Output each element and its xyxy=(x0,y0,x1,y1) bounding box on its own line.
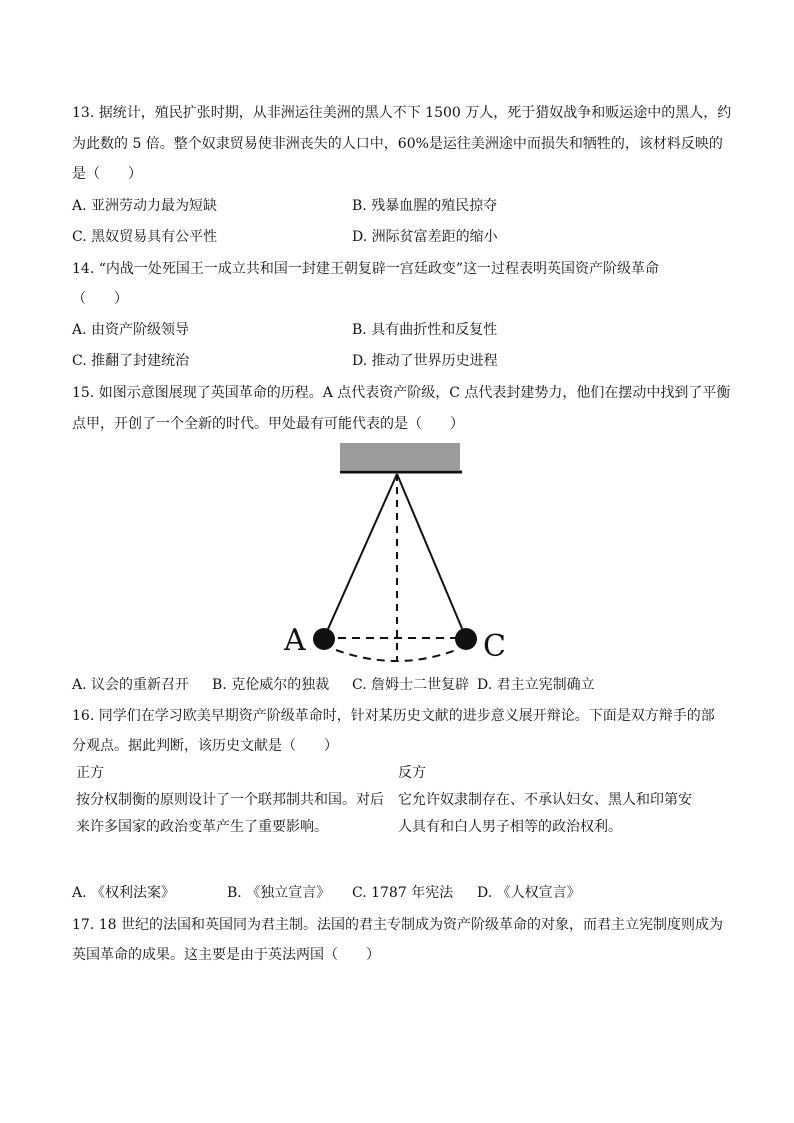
q15-option-a: A. 议会的重新召开 xyxy=(72,677,190,693)
con-argument-line2: 人具有和白人男子相等的政治权利。 xyxy=(398,819,622,835)
con-argument-line1: 它允许奴隶制存在、不承认妇女、黑人和印第安 xyxy=(398,792,692,808)
pendulum-ceiling xyxy=(340,443,460,470)
q16-option-c: C. 1787 年宪法 xyxy=(352,885,454,901)
q13-stem-line3: 是（ ） xyxy=(72,166,142,182)
bob-c xyxy=(455,628,477,650)
q14-stem-line1: 14. “内战一处死国王一成立共和国一封建王朝复辟一宫廷政变”这一过程表明英国资产阶级革命 xyxy=(72,261,660,277)
q13-option-d: D. 洲际贫富差距的缩小 xyxy=(352,229,498,245)
q15-option-d: D. 君主立宪制确立 xyxy=(477,677,595,693)
q15-option-b: B. 克伦威尔的独裁 xyxy=(212,677,330,693)
q13-stem-line2: 为此数的 5 倍。整个奴隶贸易使非洲丧失的人口中，60%是运往美洲途中而损失和牺牲的，该材料反映的 xyxy=(72,136,723,152)
q17-stem-line1: 17. 18 世纪的法国和英国同为君主制。法国的君主专制成为资产阶级革命的对象，而君主立宪制度则成为 xyxy=(72,917,723,933)
label-a: A xyxy=(284,623,306,658)
q17-stem-line2: 英国革命的成果。这主要是由于英法两国（ ） xyxy=(72,947,380,963)
q14-stem-line2: （ ） xyxy=(72,291,128,307)
q13-option-a: A. 亚洲劳动力最为短缺 xyxy=(72,198,218,214)
pendulum-diagram xyxy=(280,440,520,670)
q14-option-d: D. 推动了世界历史进程 xyxy=(352,353,498,369)
q16-stem-line2: 分观点。据此判断，该历史文献是（ ） xyxy=(72,738,338,754)
q14-option-a: A. 由资产阶级领导 xyxy=(72,322,190,338)
q16-option-d: D. 《人权宣言》 xyxy=(477,885,581,901)
con-side-title: 反方 xyxy=(398,765,426,781)
q14-option-b: B. 具有曲折性和反复性 xyxy=(352,322,498,338)
q15-option-c: C. 詹姆士二世复辟 xyxy=(352,677,470,693)
pro-argument-line1: 按分权制衡的原则设计了一个联邦制共和国。对后 xyxy=(76,792,384,808)
q13-option-b: B. 残暴血腥的殖民掠夺 xyxy=(352,198,498,214)
q16-option-b: B. 《独立宣言》 xyxy=(227,885,331,901)
q15-stem-line2: 点甲，开创了一个全新的时代。甲处最有可能代表的是（ ） xyxy=(72,416,464,432)
pro-argument-line2: 来许多国家的政治变革产生了重要影响。 xyxy=(76,819,328,835)
string-to-c xyxy=(397,474,466,638)
q14-option-c: C. 推翻了封建统治 xyxy=(72,353,190,369)
q16-option-a: A. 《权利法案》 xyxy=(72,885,176,901)
q16-stem-line1: 16. 同学们在学习欧美早期资产阶级革命时，针对某历史文献的进步意义展开辩论。下面是双方辩手的部 xyxy=(72,708,715,724)
q13-stem-line1: 13. 据统计，殖民扩张时期，从非洲运往美洲的黑人不下 1500 万人，死于猎奴战争和贩运途中的黑人，约 xyxy=(72,105,732,121)
pro-side-title: 正方 xyxy=(76,765,104,781)
label-c: C xyxy=(483,629,506,664)
q15-stem-line1: 15. 如图示意图展现了英国革命的历程。A 点代表资产阶级，C 点代表封建势力，他们在摆动中找到了平衡 xyxy=(72,385,731,401)
string-to-a xyxy=(324,474,397,638)
q13-option-c: C. 黑奴贸易具有公平性 xyxy=(72,229,218,245)
bob-a xyxy=(313,628,335,650)
